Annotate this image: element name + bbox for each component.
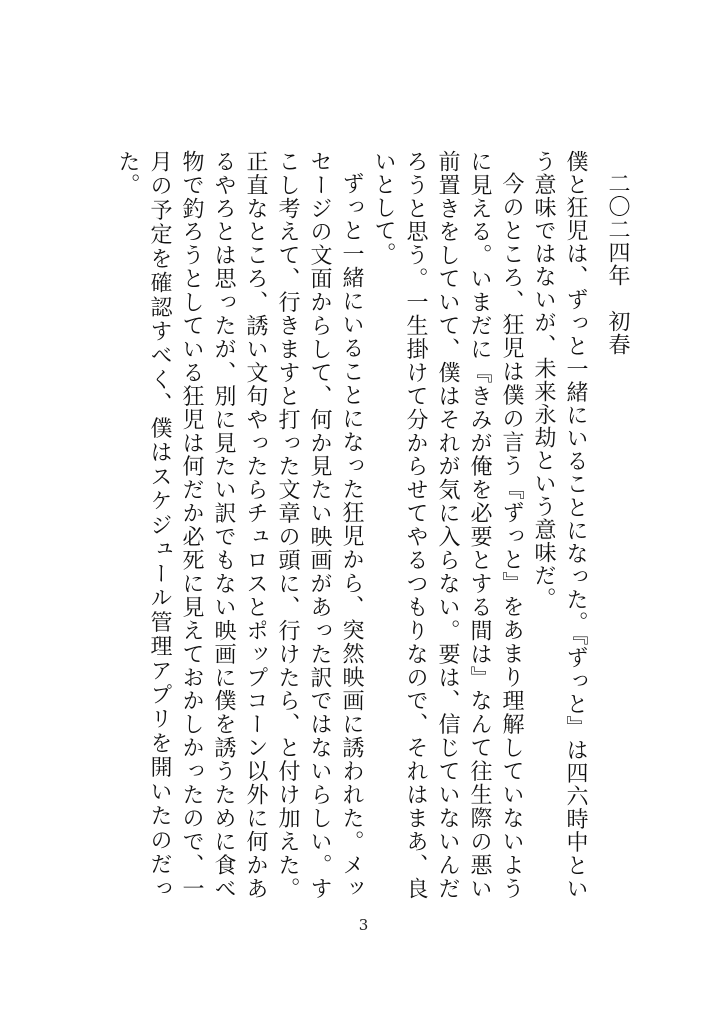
paragraph-2: 今のところ、狂児は僕の言う『ずっと』をあまり理解していないように見える。いまだに『きみが俺を必要とする間は』なんて往生際の悪い前置きをしていて、僕はそれが気に入らない。要は、信じていないんだろうと思う。一生掛けて分からせてやるつもりなので、それはまあ、良いとして。 xyxy=(371,150,524,900)
paragraph-3: ずっと一緒にいることになった狂児から、突然映画に誘われた。メッセージの文面からして、何か見たい映画があった訳ではないらしい。すこし考えて、行きますと打った文章の頭に、行けたら、と付け加えた。正直なところ、誘い文句やったらチュロスとポップコーン以外に何かあるやろとは思ったが、別に見たい訳でもない映画に僕を誘うために食べ物で釣ろうとしている狂児は何だか必死に見えておかしかったので、一月の予定を確認すべく、僕はスケジュール管理アプリを開いたのだった。 xyxy=(115,150,364,900)
page-number: 3 xyxy=(358,916,369,934)
chapter-title: 二〇二四年 初春 xyxy=(605,172,630,356)
paragraph-1: 僕と狂児は、ずっと一緒にいることになった。『ずっと』は四六時中という意味ではないが、未来永劫という意味だ。 xyxy=(531,150,588,900)
vertical-text-body xyxy=(113,150,633,900)
